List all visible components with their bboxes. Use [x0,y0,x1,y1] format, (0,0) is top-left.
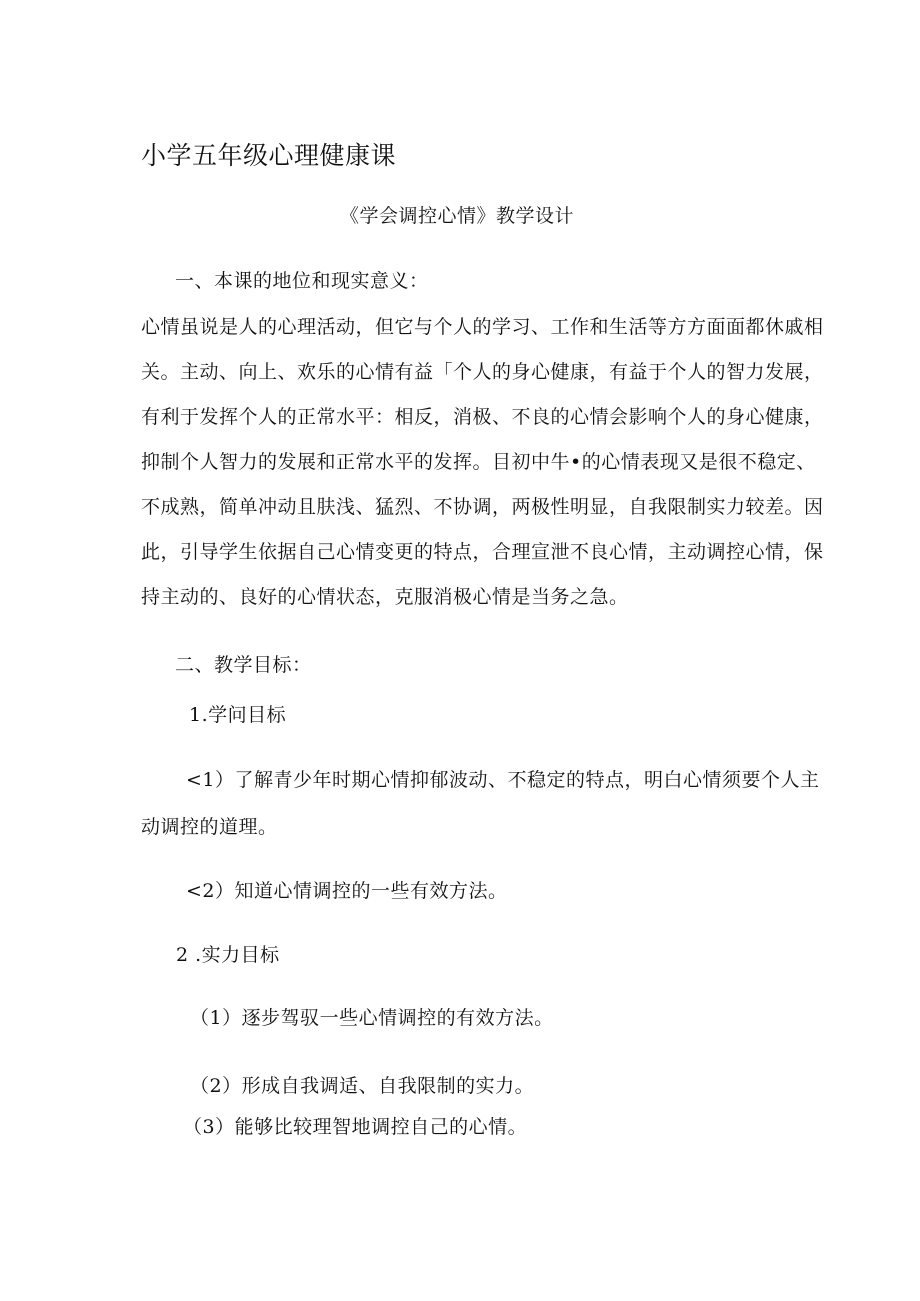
paragraph-line: 有利于发挥个人的正常水平：相反，消极、不良的心情会影响个人的身心健康， [141,406,824,428]
paragraph-line: 抑制个人智力的发展和正常水平的发挥。目初中牛•的心情表现又是很不稳定、 [141,451,816,473]
paragraph-line: 心情虽说是人的心理活动，但它与个人的学习、工作和生活等方方面面都休戚相 [141,316,824,338]
knowledge-item-1-line: 动调控的道理。 [141,816,278,838]
ability-goal-item-3: （3）能够比较理智地调控自己的心情。 [183,1116,528,1138]
paragraph-line: 持主动的、良好的心情状态，克服消极心情是当务之急。 [141,586,629,608]
knowledge-goal-item-2: <2）知道心情调控的一些有效方法。 [186,880,508,902]
section2-heading: 二、教学目标： [175,654,312,676]
paragraph-line: 此，引导学生依据自己心情变更的特点，合理宣泄不良心情，主动调控心情，保 [141,541,824,563]
knowledge-goal-item-1 [141,766,820,860]
ability-goal-item-2: （2）形成自我调适、自我限制的实力。 [190,1075,535,1097]
ability-goal-heading: 2 .实力目标 [176,944,280,966]
paragraph-line: 关。主动、向上、欢乐的心情有益「个人的身心健康，有益于个人的智力发展， [141,361,824,383]
ability-goal-item-1: （1）逐步驾驭一些心情调控的有效方法。 [190,1007,554,1029]
document-title: 小学五年级心理健康课 [141,141,397,170]
paragraph-line: 不成熟，简单冲动且肤浅、猛烈、不协调，两极性明显，自我限制实力较差。因 [141,496,824,518]
knowledge-goal-heading: 1.学问目标 [189,704,287,726]
lesson-subtitle: 《学会调控心情》教学设计 [340,205,575,227]
section1-paragraph [141,313,824,628]
knowledge-item-1-line: <1）了解青少年时期心情抑郁波动、不稳定的特点，明白心情须要个人主 [186,769,820,791]
section1-heading: 一、本课的地位和现实意义： [175,270,429,292]
